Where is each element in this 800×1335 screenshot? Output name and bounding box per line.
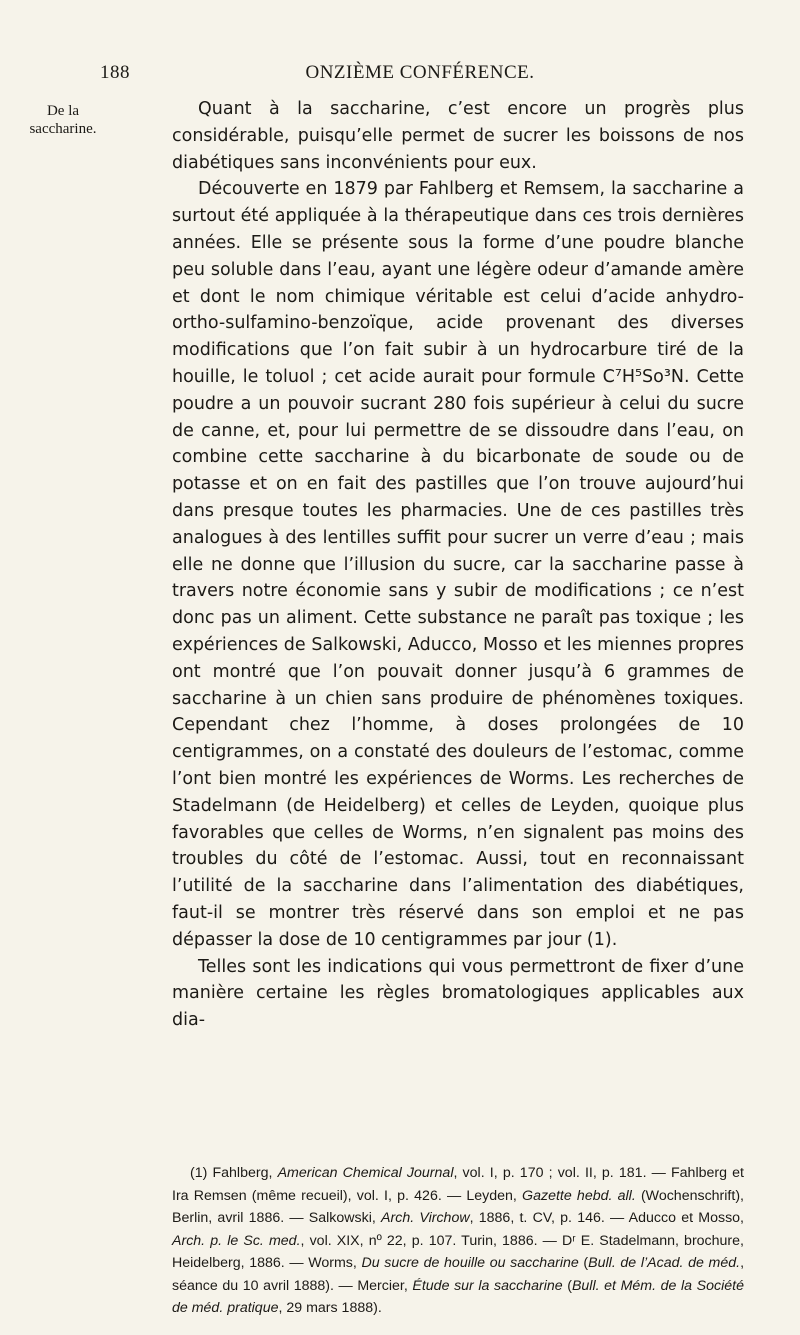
paragraph: Découverte en 1879 par Fahlberg et Remsem, la saccharine a surtout été appliquée à la thérapeutique dans ces trois dernières années. Elle se présente sous la forme d’une poudre blanche peu soluble dans l’eau, ayant une légère odeur d’amande amère et dont le nom chimique véritable est celui d’acide anhydro-ortho-sulfamino-benzoïque, acide provenant des diverses modifications que l’on fait subir à un hydrocarbure tiré de la houille, le toluol ; cet acide aurait pour formule C⁷H⁵So³N. Cette poudre a un pouvoir sucrant 280 fois supérieur à celui du sucre de canne, et, pour lui permettre de se dissoudre dans l’eau, on combine cette saccharine à du bicarbonate de soude ou de potasse et on en fait des pastilles que l’on trouve aujourd’hui dans presque toutes les pharmacies. Une de ces pastilles très analogues à des lentilles suffit pour sucrer un verre d’eau ; mais elle ne donne que l’illusion du sucre, car la saccharine passe à travers notre économie sans y subir de modifications ; ce n’est donc pas un aliment. Cette substance ne paraît pas toxique ; les expériences de Salkowski, Aducco, Mosso et les miennes propres ont montré que l’on pouvait donner jusqu’à 6 grammes de saccharine à un chien sans produire de phénomènes toxiques. Cependant chez l’homme, à doses prolongées de 10 centigrammes, on a constaté des douleurs de l’estomac, comme l’ont bien montré les expériences de Worms. Les recherches de Stadelmann (de Heidelberg) et celles de Leyden, quoique plus favorables que celles de Worms, n’en signalent pas moins des troubles du côté de l’estomac. Aussi, tout en reconnaissant l’utilité de la saccharine dans l’alimentation des diabétiques, faut-il se montrer très réservé dans son emploi et ne pas dépasser la dose de 10 centigrammes par jour (1). xyxy=(172,179,744,950)
margin-note-line: saccharine. xyxy=(29,121,97,137)
paragraph: Quant à la saccharine, c’est encore un progrès plus considérable, puisqu’elle permet de sucrer les boissons de nos diabétiques sans inconvénients pour eux. xyxy=(172,99,744,173)
margin-note-line: De la xyxy=(46,103,80,119)
page-number: 188 xyxy=(100,62,130,83)
margin-note xyxy=(28,102,98,138)
footnotes xyxy=(172,1162,744,1320)
footnote: (1) Fahlberg, American Chemical Journal, vol. I, p. 170 ; vol. II, p. 181. — Fahlberg et Ira Remsen (même recueil), vol. I, p. 426. — Leyden, Gazette hebd. all. (Wochenschrift), Berlin, avril 1886. — Salkowski, Arch. Virchow, 1886, t. CV, p. 146. — Aducco et Mosso, Arch. p. le Sc. med., vol. XIX, nº 22, p. 107. Turin, 1886. — Dʳ E. Stadelmann, brochure, Heidelberg, 1886. — Worms, Du sucre de houille ou saccharine (Bull. de l’Acad. de méd., séance du 10 avril 1888). — Mercier, Étude sur la saccharine (Bull. et Mém. de la Société de méd. pratique, 29 mars 1888). xyxy=(172,1165,745,1316)
chapter-title: ONZIÈME CONFÉRENCE. xyxy=(305,62,535,83)
running-header xyxy=(100,62,740,88)
body-text xyxy=(172,96,744,1034)
paragraph: Telles sont les indications qui vous permettront de fixer d’une manière certaine les règles bromatologiques applicables aux dia- xyxy=(172,956,744,1031)
